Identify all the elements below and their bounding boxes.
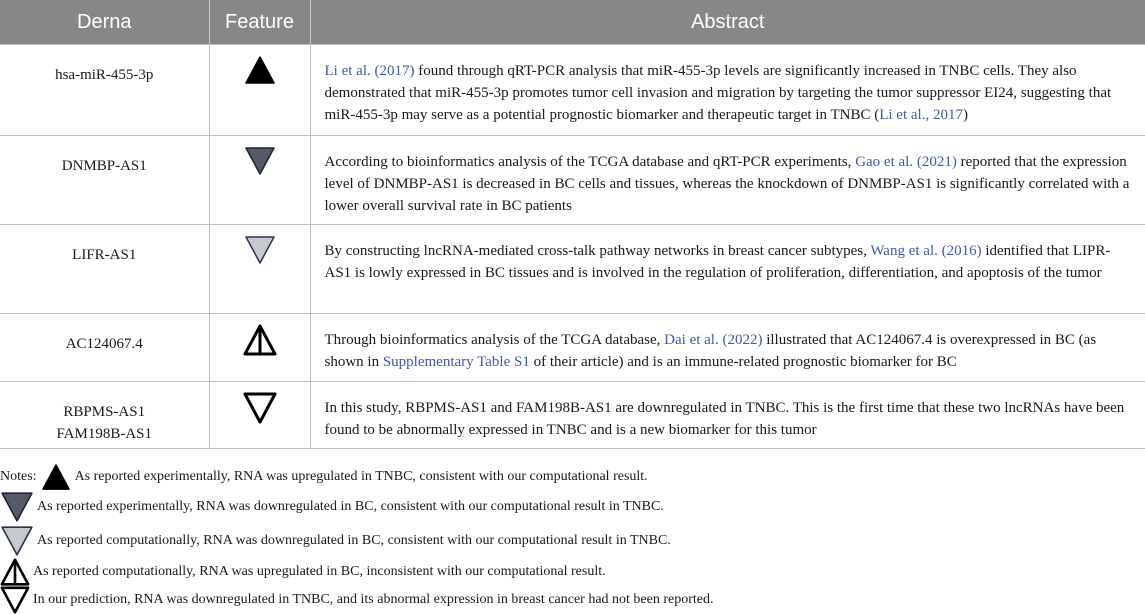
table-row: [0, 314, 1145, 382]
citation-link[interactable]: Li et al., 2017: [879, 107, 963, 123]
abstract-text: reported that the expression level of DNMBP-AS1 is decreased in BC cells and tissues, whereas the knockdown of DNMBP-AS1 is significantly correlated with a lower overall survival rate in BC patients: [324, 154, 1130, 214]
down-light-gray-triangle-icon: [0, 525, 34, 557]
derna-name: FAM198B-AS1: [56, 426, 153, 442]
down-dark-gray-triangle-icon: [0, 491, 34, 523]
citation-link[interactable]: Supplementary Table S1: [382, 354, 530, 370]
notes-prefix: Notes:: [0, 469, 37, 484]
up-filled-black-triangle-icon: [244, 55, 276, 85]
abstract-text: identified that LIPR-AS1 is lowly expressed in BC tissues and is involved in the regulation of proliferation, differentiation, and apoptosis of the tumor: [324, 243, 1111, 281]
note-item: [0, 525, 671, 557]
citation-link[interactable]: Wang et al. (2016): [870, 243, 982, 259]
abstract-text: of their article) and is an immune-related prognostic biomarker for BC: [529, 354, 957, 370]
abstract-text: Through bioinformatics analysis of the TCGA database,: [324, 332, 665, 348]
column-header-derna: Derna: [0, 0, 209, 45]
note-item: [0, 586, 714, 614]
derna-cell: [0, 45, 209, 136]
table-header-row: [0, 0, 1145, 45]
derna-cell: [0, 382, 209, 449]
note-item: [0, 558, 606, 586]
table-row: [0, 382, 1145, 449]
feature-cell: [209, 314, 310, 382]
feature-cell: [209, 136, 310, 225]
table-row: [0, 225, 1145, 314]
derna-cell: [0, 136, 209, 225]
derna-cell: [0, 225, 209, 314]
derna-name: LIFR-AS1: [72, 247, 137, 263]
derna-name: hsa-miR-455-3p: [55, 67, 154, 83]
derna-name: RBPMS-AS1: [63, 404, 146, 420]
abstract-text: found through qRT-PCR analysis that miR-455-3p levels are significantly increased in TNBC cells. They also demonstrated that miR-455-3p promotes tumor cell invasion and migration by targeting the tumor suppressor EI24, suggesting that miR-455-3p may serve as a potential prognostic biomarker and therapeutic target in TNBC (: [324, 63, 1112, 123]
table-row: [0, 45, 1145, 136]
citation-link[interactable]: Dai et al. (2022): [664, 332, 763, 348]
down-dark-gray-triangle-icon: [244, 146, 276, 176]
column-header-feature: Feature: [209, 0, 310, 45]
abstract-text: illustrated that AC124067.4 is overexpressed in BC (as shown in: [324, 332, 1097, 370]
abstract-cell: [310, 45, 1145, 136]
up-outlined-split-triangle-icon: [0, 558, 30, 586]
note-item: [0, 463, 648, 491]
derna-name: AC124067.4: [65, 336, 143, 352]
abstract-text: In this study, RBPMS-AS1 and FAM198B-AS1 are downregulated in TNBC. This is the first time that these two lncRNAs have been found to be abnormally expressed in TNBC and is a new biomarker for this tumor: [324, 400, 1125, 438]
note-text: As reported computationally, RNA was upregulated in BC, inconsistent with our computational result.: [33, 564, 606, 579]
derna-name: DNMBP-AS1: [61, 158, 147, 174]
down-white-outlined-triangle-icon: [0, 586, 30, 614]
note-text: As reported experimentally, RNA was upregulated in TNBC, consistent with our computational result.: [74, 469, 648, 484]
citation-link[interactable]: Gao et al. (2021): [855, 154, 957, 170]
abstract-cell: [310, 314, 1145, 382]
down-light-gray-triangle-icon: [244, 235, 276, 265]
note-text: In our prediction, RNA was downregulated in TNBC, and its abnormal expression in breast cancer had not been reported.: [33, 592, 714, 607]
citation-link[interactable]: Li et al. (2017): [324, 63, 415, 79]
feature-cell: [209, 382, 310, 449]
abstract-text: ): [962, 107, 968, 123]
derna-cell: [0, 314, 209, 382]
down-white-outlined-triangle-icon: [243, 392, 277, 424]
abstract-cell: [310, 136, 1145, 225]
up-filled-black-triangle-icon: [41, 463, 71, 491]
note-item: [0, 491, 664, 523]
column-header-abstract: Abstract: [310, 0, 1145, 45]
abstract-cell: [310, 382, 1145, 449]
feature-cell: [209, 45, 310, 136]
abstract-text: By constructing lncRNA-mediated cross-talk pathway networks in breast cancer subtypes,: [324, 243, 871, 259]
abstract-text: According to bioinformatics analysis of the TCGA database and qRT-PCR experiments,: [324, 154, 856, 170]
note-text: As reported computationally, RNA was downregulated in BC, consistent with our computational result in TNBC.: [37, 533, 671, 548]
abstract-cell: [310, 225, 1145, 314]
up-outlined-split-triangle-icon: [243, 324, 277, 356]
feature-cell: [209, 225, 310, 314]
table-row: [0, 136, 1145, 225]
note-text: As reported experimentally, RNA was downregulated in BC, consistent with our computational result in TNBC.: [37, 499, 664, 514]
